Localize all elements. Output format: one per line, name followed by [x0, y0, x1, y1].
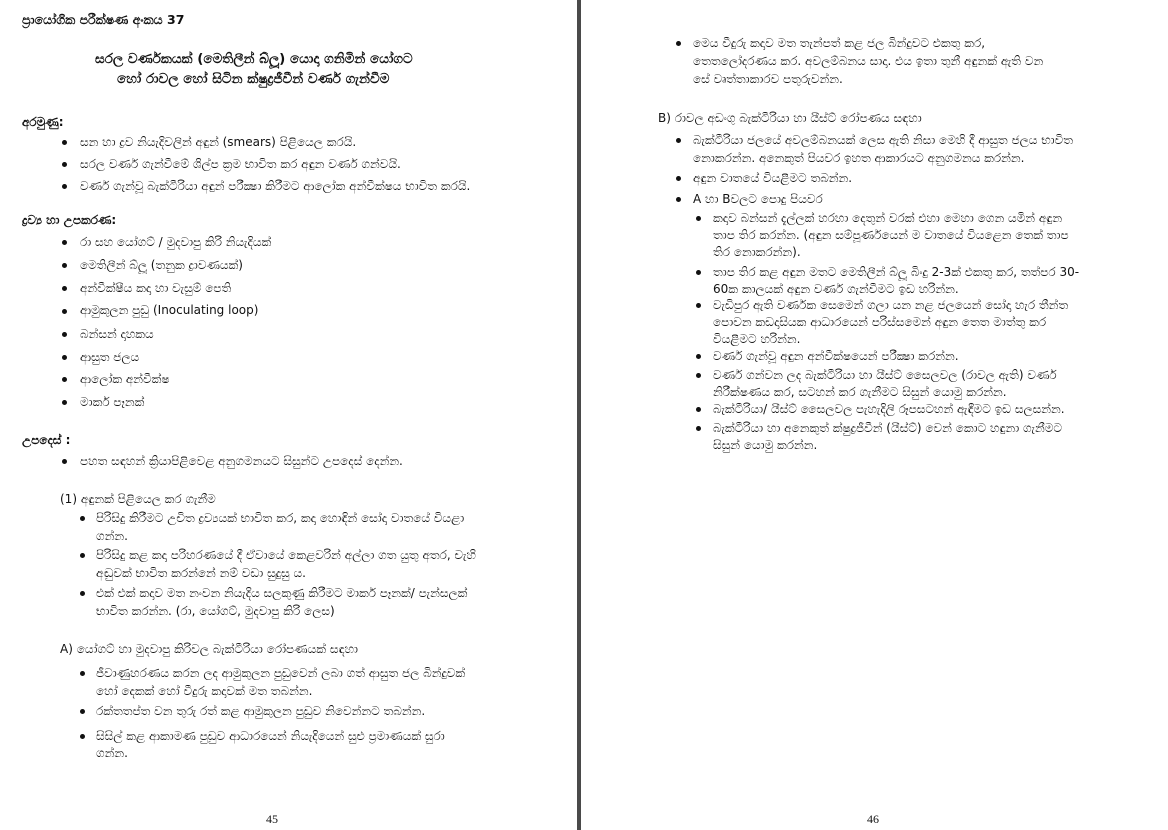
material-item: ආලෝක අන්වීක්ෂ [80, 372, 170, 386]
step1-item-line: භාවිත කරන්න. (රා, යෝගට්, මුදවාපු කිරි ලෙස) [96, 604, 335, 618]
common-item-line: තිර නොකරන්න). [713, 245, 801, 259]
step1-item-line: එක් එක් කදාව මත නංවන නියැදිය සලකුණු කිරීමට මාකර් පෑනක්/ පැන්සලක් [96, 586, 468, 600]
bullet-icon [62, 263, 67, 268]
bullet-icon [696, 407, 701, 412]
aim-item: සරල වර්ණ ගැන්වීමේ ශිල්ප ක්‍රම භාවිත කර අඳුන වර්ණ ගන්වයි. [80, 157, 401, 171]
bullet-icon [696, 373, 701, 378]
section-a-item-line: හෝ දෙකක් හෝ වීදුරු කදාවක් මත තබන්න. [96, 684, 313, 698]
bullet-icon [80, 734, 85, 739]
top-item-line: තෙතලෝදරණය කර. අවලම්බනය සාදා. එය ඉතා තුනී අඳුනක් ඇති වන [693, 54, 1044, 68]
bullet-icon [62, 459, 67, 464]
common-item-line: තාප තිර කරන්න. (අඳුන සම්පූර්ණයෙන් ම වාතයේ වියළෙන තෙක් තාප [713, 228, 1069, 242]
step1-item-line: පිරිසිදු කළ කදා පරිහරණයේ දී ඒවායේ කෙළවරින් අල්ලා ගත යුතු අතර, චැහි [96, 548, 476, 562]
section-b-item-line: අඳුන වාතයේ වියළීමට තබන්න. [693, 171, 853, 185]
advice-text: පහත සඳහන් ක්‍රියාපිළිවෙළ අනුගමනයට සිසුන්ට උපදෙස් දෙන්න. [80, 454, 403, 468]
common-item-line: බැක්ටීරියා හා අනෙකුත් ක්ෂුද්‍රජීවීන් (යීස්ට්) වෙන් කොට හඳුනා ගැනීමට [713, 421, 1062, 435]
bullet-icon [62, 162, 67, 167]
left-page [0, 0, 577, 830]
bullet-icon [62, 400, 67, 405]
page-number: 45 [266, 812, 278, 826]
bullet-icon [62, 309, 67, 314]
bullet-icon [80, 591, 85, 596]
advice-heading: උපදෙස් : [22, 433, 71, 447]
bullet-icon [62, 377, 67, 382]
practical-header: ප්‍රායෝගික පරීක්ෂණ අංකය 37 [22, 12, 185, 27]
bullet-icon [62, 355, 67, 360]
material-item: මෙතිලීන් බ්ලූ (තනුක ද්‍රාවණයක්) [80, 258, 243, 272]
title-line-2: හෝ රාවල හෝ සිටින ක්ෂුද්‍රජීවීන් වර්ණ ගැන්වීම [117, 71, 390, 87]
step1-item-line: පිරිසිදු කිරීමට උචිත ද්‍රව්‍යයක් භාවිත කර, කදා හොඳින් සෝදා වාතයේ වියළා [96, 511, 465, 525]
common-item-line: බැක්ටීරියා/ යීස්ට් සෛලවල පැහැදිලි රූපසටහන් ඇඳීමට ඉඩ සලසන්න. [713, 402, 1065, 416]
aim-item: සන හා ද්‍රව නියැදිවලින් අඳුන් (smears) පිළියෙල කරයි. [80, 135, 357, 149]
common-item-line: 60ක කාලයක් අඳුන වර්ණ ගැන්වීමට ඉඩ හරින්න. [713, 282, 959, 296]
step1-item-line: අඬුවක් භාවිත කරන්නේ නම් වඩා සුදුසු ය. [96, 566, 306, 580]
bullet-icon [62, 140, 67, 145]
bullet-icon [696, 270, 701, 275]
top-item-line: මෙය වීදුරු කදාව මත තැන්පත් කළ ජල බින්දුවට එකතු කර, [693, 36, 986, 50]
material-item: ආසුත ජලය [80, 350, 140, 364]
section-b-item-line: බැක්ටීරියා ජලයේ අවලම්බනයක් ලෙස ඇති නිසා මෙහි දී ආසුත ජලය භාවිත [693, 133, 1073, 147]
top-item-line: සේ වෘත්තාකාරව පතුරුවන්න. [693, 72, 843, 86]
common-item-line: තාප තිර කළ අඳුන මතට මෙතිලීන් බ්ලූ බිංදු 2-3ක් එකතු කර, තත්පර 30- [713, 265, 1080, 279]
bullet-icon [62, 240, 67, 245]
step1-heading: (1) අඳුනක් පිළියෙල කර ගැනීම [60, 492, 216, 506]
bullet-icon [696, 426, 701, 431]
bullet-icon [80, 709, 85, 714]
common-item-line: වර්ණ ගන්වන ලද බැක්ටීරියා හා යීස්ට් සෛලවල (රාවල ඇති) වර්ණ [713, 368, 1057, 382]
common-item-line: පොවන කඩදාසියක ආධාරයෙන් පරිස්සමෙන් අඳුන තෙත මාත්තු කර [713, 315, 1047, 329]
material-item: බන්සන් දාහකය [80, 327, 154, 341]
bullet-icon [676, 138, 681, 143]
bullet-icon [696, 354, 701, 359]
common-item-line: වියළීමට හරින්න. [713, 332, 801, 346]
material-item: මාකර් පෑනක් [80, 395, 145, 409]
bullet-icon [696, 216, 701, 221]
section-a-item-line: සිසිල් කළ ආකාමණ පුඩුව ආධාරයෙන් නියැදියෙන් සුළු ප්‍රමාණයක් සුරා [96, 729, 445, 743]
bullet-icon [676, 197, 681, 202]
material-item: ආමුකුලන පුඩු (Inoculating loop) [80, 303, 259, 317]
materials-heading: ද්‍රව්‍ය හා උපකරණ: [22, 213, 117, 227]
section-a-item-line: ගන්න. [96, 746, 128, 760]
section-b-item-line: A හා Bවලට පොදු පියවර [693, 192, 823, 206]
step1-item-line: ගන්න. [96, 529, 128, 543]
title-line-1: සරල වර්ණකයක් (මෙතිලීන් බ්ලූ) යොදා ගනිමින් යෝගට [95, 51, 413, 67]
bullet-icon [80, 671, 85, 676]
bullet-icon [696, 303, 701, 308]
bullet-icon [62, 332, 67, 337]
common-item-line: නිරීක්ෂණය කර, සටහන් කර ගැනීමට සිසුන් යොමු කරන්න. [713, 385, 1007, 399]
bullet-icon [62, 184, 67, 189]
aim-item: වර්ණ ගැන්වූ බැක්ටීරියා අඳුන් පරීක්‍ෂා කිරීමට ආලෝක අන්වීක්ෂය භාවිත කරයි. [80, 179, 471, 193]
material-item: අන්වීක්ෂීය කදා හා වැසුම් පෙති [80, 281, 232, 295]
page-number: 46 [867, 812, 879, 826]
common-item-line: වැඩිපුර ඇති වර්ණක සෙමෙන් ගලා යන නළ ජලයෙන් සෝදා හැර තීන්ත [713, 298, 1069, 312]
common-item-line: වර්ණ ගැන්වූ අඳුන අන්වීක්ෂයෙන් පරීක්‍ෂා කරන්න. [713, 349, 959, 363]
right-page [581, 0, 1168, 830]
common-item-line: සිසුන් යොමු කරන්න. [713, 438, 818, 452]
section-b-item-line: නොකරන්න. අනෙකුත් පියවර ඉහත ආකාරයට අනුගමනය කරන්න. [693, 151, 1025, 165]
bullet-icon [80, 553, 85, 558]
aims-heading: අරමුණු: [22, 115, 64, 129]
section-b-heading: B) රාවල අඩංගු බැක්ටීරියා හා යීස්ට් රෝපණය සඳහා [658, 111, 922, 125]
bullet-icon [676, 41, 681, 46]
section-a-item-line: රක්තතප්ත වන තුරු රත් කළ ආමුකුලන පුඩුව නිවෙන්නට තබන්න. [96, 704, 426, 718]
section-a-heading: A) යෝගට් හා මුදවාපු කිරිවල බැක්ටීරියා රෝපණයක් සඳහා [60, 642, 358, 656]
bullet-icon [80, 516, 85, 521]
section-a-item-line: ජීවාණුහරණය කරන ලද ආමුකුලන පුඩුවෙන් ලබා ගත් ආසුත ජල බින්දුවක් [96, 666, 466, 680]
material-item: රා සහ යෝගට් / මුදවාපු කිරි නියැදියක් [80, 235, 272, 249]
common-item-line: කදාව බන්සන් දැල්ලක් හරහා දෙතුන් වරක් එහා මෙහා ගෙන යමින් අඳුන [713, 211, 1063, 225]
bullet-icon [676, 176, 681, 181]
bullet-icon [62, 286, 67, 291]
